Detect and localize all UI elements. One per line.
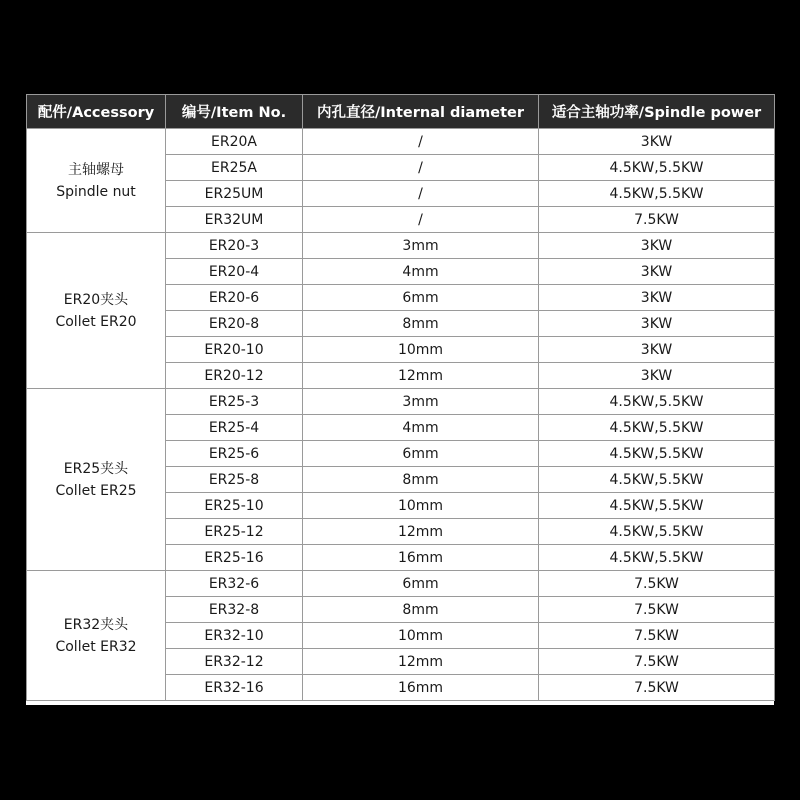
spindle-power-cell: 4.5KW,5.5KW	[539, 519, 775, 545]
item-number-cell: ER32-6	[166, 571, 303, 597]
spec-table	[26, 94, 775, 701]
item-number-cell: ER25UM	[166, 181, 303, 207]
accessory-name-cn: ER25夹头	[63, 460, 129, 477]
accessory-cell	[27, 233, 166, 389]
spindle-power-cell: 3KW	[539, 363, 775, 389]
item-number-cell: ER32-16	[166, 675, 303, 701]
spindle-power-cell: 4.5KW,5.5KW	[539, 155, 775, 181]
item-number-cell: ER32UM	[166, 207, 303, 233]
spindle-power-cell: 3KW	[539, 311, 775, 337]
internal-diameter-cell: 4mm	[303, 415, 539, 441]
spindle-power-cell: 4.5KW,5.5KW	[539, 389, 775, 415]
accessory-name-cn: ER32夹头	[63, 616, 129, 633]
internal-diameter-cell: /	[303, 181, 539, 207]
accessory-name-en: Spindle nut	[56, 183, 136, 200]
spindle-power-cell: 4.5KW,5.5KW	[539, 441, 775, 467]
internal-diameter-cell: 10mm	[303, 337, 539, 363]
spindle-power-cell: 3KW	[539, 129, 775, 155]
table-row	[27, 129, 775, 155]
item-number-cell: ER25-10	[166, 493, 303, 519]
spindle-power-cell: 3KW	[539, 259, 775, 285]
item-number-cell: ER32-10	[166, 623, 303, 649]
spindle-power-cell: 7.5KW	[539, 649, 775, 675]
header-accessory: 配件/Accessory	[27, 95, 166, 129]
accessory-name-en: Collet ER20	[55, 313, 137, 330]
internal-diameter-cell: 3mm	[303, 389, 539, 415]
internal-diameter-cell: 16mm	[303, 675, 539, 701]
item-number-cell: ER25-12	[166, 519, 303, 545]
spec-table-frame	[26, 94, 774, 705]
spindle-power-cell: 4.5KW,5.5KW	[539, 181, 775, 207]
spindle-power-cell: 3KW	[539, 285, 775, 311]
item-number-cell: ER32-12	[166, 649, 303, 675]
table-header-row	[27, 95, 775, 129]
item-number-cell: ER20-4	[166, 259, 303, 285]
item-number-cell: ER25A	[166, 155, 303, 181]
spindle-power-cell: 4.5KW,5.5KW	[539, 415, 775, 441]
accessory-name-cn: ER20夹头	[63, 291, 129, 308]
internal-diameter-cell: 12mm	[303, 519, 539, 545]
spindle-power-cell: 7.5KW	[539, 207, 775, 233]
table-row	[27, 389, 775, 415]
item-number-cell: ER25-3	[166, 389, 303, 415]
internal-diameter-cell: /	[303, 207, 539, 233]
accessory-name-en: Collet ER25	[55, 482, 137, 499]
internal-diameter-cell: /	[303, 155, 539, 181]
internal-diameter-cell: 16mm	[303, 545, 539, 571]
internal-diameter-cell: 6mm	[303, 571, 539, 597]
item-number-cell: ER32-8	[166, 597, 303, 623]
item-number-cell: ER25-4	[166, 415, 303, 441]
internal-diameter-cell: 3mm	[303, 233, 539, 259]
internal-diameter-cell: 10mm	[303, 493, 539, 519]
item-number-cell: ER25-16	[166, 545, 303, 571]
table-row	[27, 571, 775, 597]
header-spindle-power: 适合主轴功率/Spindle power	[539, 95, 775, 129]
spindle-power-cell: 3KW	[539, 233, 775, 259]
internal-diameter-cell: /	[303, 129, 539, 155]
item-number-cell: ER20-6	[166, 285, 303, 311]
item-number-cell: ER20-12	[166, 363, 303, 389]
item-number-cell: ER25-6	[166, 441, 303, 467]
internal-diameter-cell: 6mm	[303, 285, 539, 311]
header-internal-diameter: 内孔直径/Internal diameter	[303, 95, 539, 129]
accessory-cell	[27, 389, 166, 571]
spindle-power-cell: 4.5KW,5.5KW	[539, 493, 775, 519]
internal-diameter-cell: 8mm	[303, 597, 539, 623]
item-number-cell: ER20-10	[166, 337, 303, 363]
internal-diameter-cell: 6mm	[303, 441, 539, 467]
item-number-cell: ER20-3	[166, 233, 303, 259]
accessory-name-en: Collet ER32	[55, 638, 137, 655]
spindle-power-cell: 7.5KW	[539, 675, 775, 701]
spindle-power-cell: 7.5KW	[539, 623, 775, 649]
internal-diameter-cell: 8mm	[303, 467, 539, 493]
internal-diameter-cell: 12mm	[303, 363, 539, 389]
spindle-power-cell: 7.5KW	[539, 597, 775, 623]
accessory-cell	[27, 571, 166, 701]
table-row	[27, 233, 775, 259]
item-number-cell: ER20-8	[166, 311, 303, 337]
accessory-cell	[27, 129, 166, 233]
accessory-name-cn: 主轴螺母	[68, 161, 124, 178]
item-number-cell: ER20A	[166, 129, 303, 155]
internal-diameter-cell: 10mm	[303, 623, 539, 649]
internal-diameter-cell: 4mm	[303, 259, 539, 285]
spindle-power-cell: 3KW	[539, 337, 775, 363]
internal-diameter-cell: 8mm	[303, 311, 539, 337]
spindle-power-cell: 4.5KW,5.5KW	[539, 545, 775, 571]
spindle-power-cell: 7.5KW	[539, 571, 775, 597]
table-body	[27, 129, 775, 701]
header-item-no: 编号/Item No.	[166, 95, 303, 129]
internal-diameter-cell: 12mm	[303, 649, 539, 675]
item-number-cell: ER25-8	[166, 467, 303, 493]
spindle-power-cell: 4.5KW,5.5KW	[539, 467, 775, 493]
